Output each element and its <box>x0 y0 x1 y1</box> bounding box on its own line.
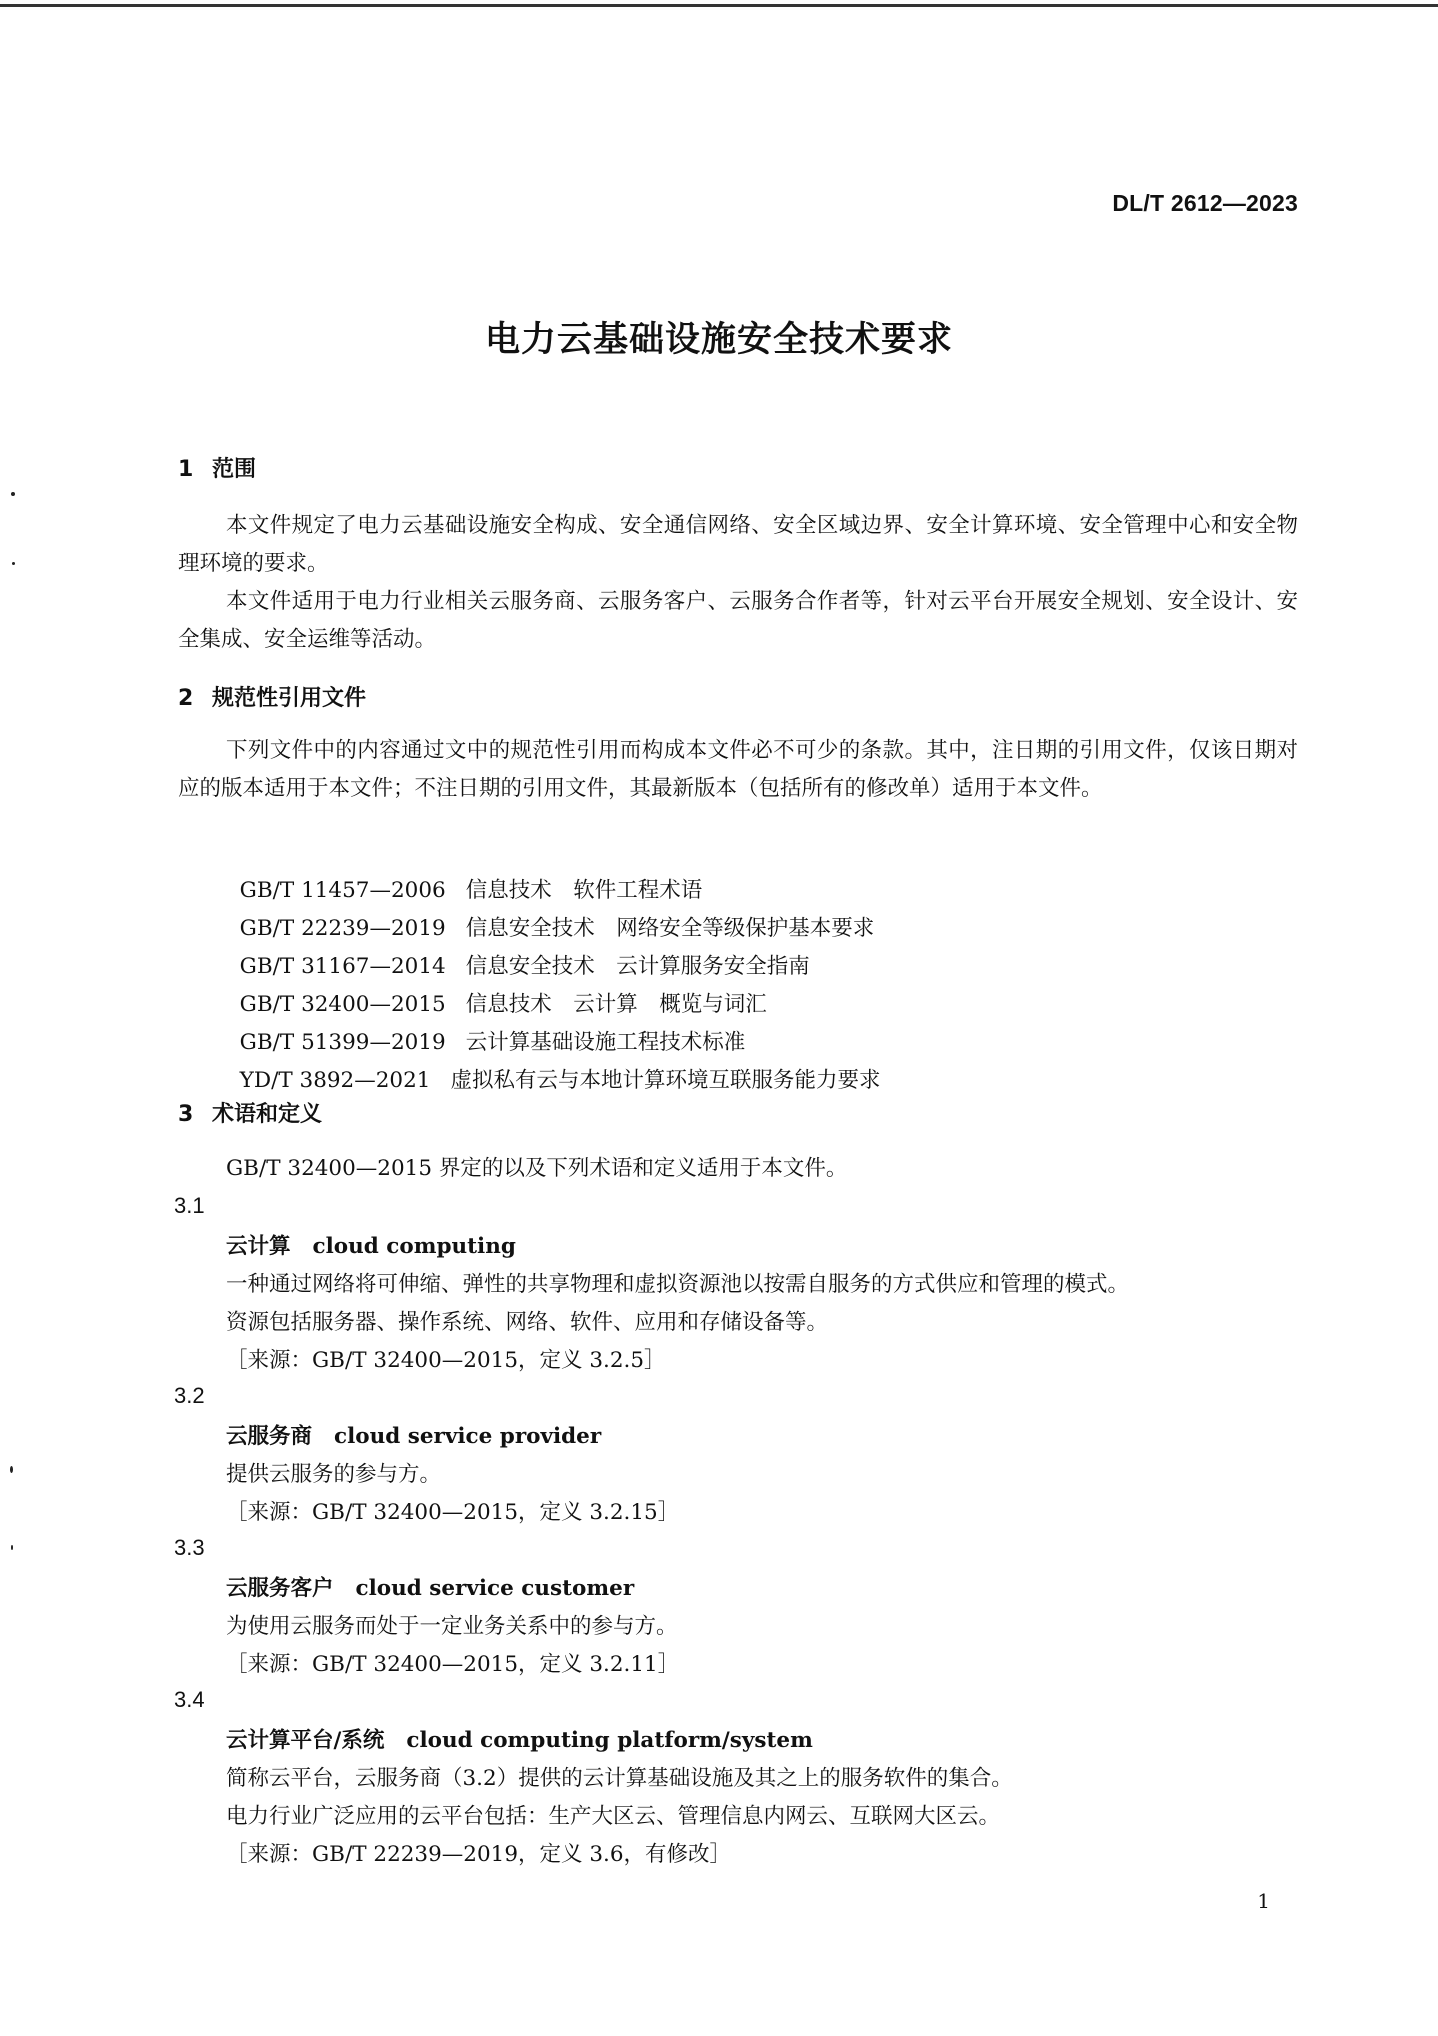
term-chinese: 云服务商 <box>226 1424 313 1449</box>
reference-code: GB/T 11457—2006 <box>239 878 446 903</box>
term-english: cloud computing <box>312 1234 516 1259</box>
term-english: cloud service customer <box>355 1576 635 1601</box>
term-number: 3.3 <box>174 1535 205 1560</box>
term-number: 3.4 <box>174 1687 205 1712</box>
section-number: 2 <box>178 686 194 711</box>
term-number: 3.2 <box>174 1383 205 1408</box>
paragraph: 本文件规定了电力云基础设施安全构成、安全通信网络、安全区域边界、安全计算环境、安全管理中心和安全物理环境的要求。 <box>178 513 1298 576</box>
paragraph: 本文件适用于电力行业相关云服务商、云服务客户、云服务合作者等，针对云平台开展安全规划、安全设计、安全集成、安全运维等活动。 <box>178 589 1298 652</box>
term-source: ［来源：GB/T 32400—2015，定义 3.2.11］ <box>226 1652 680 1677</box>
reference-code: GB/T 31167—2014 <box>239 954 446 979</box>
term-definition: 简称云平台，云服务商（3.2）提供的云计算基础设施及其之上的服务软件的集合。 <box>226 1766 1013 1791</box>
terms-intro: GB/T 32400—2015 界定的以及下列术语和定义适用于本文件。 <box>226 1156 848 1181</box>
scan-speck <box>11 1545 13 1550</box>
reference-code: GB/T 32400—2015 <box>239 992 446 1017</box>
section-number: 3 <box>178 1102 194 1127</box>
term-source: ［来源：GB/T 32400—2015，定义 3.2.15］ <box>226 1500 680 1525</box>
page-number: 1 <box>1257 1889 1270 1913</box>
section-number: 1 <box>178 457 194 482</box>
term-title <box>226 1419 601 1450</box>
term-source: ［来源：GB/T 22239—2019，定义 3.6，有修改］ <box>226 1842 732 1867</box>
term-english: cloud computing platform/system <box>406 1728 813 1753</box>
term-source: ［来源：GB/T 32400—2015，定义 3.2.5］ <box>226 1348 666 1373</box>
reference-name: 信息安全技术 云计算服务安全指南 <box>465 954 810 979</box>
scan-speck <box>12 562 15 565</box>
document-number: DL/T 2612—2023 <box>1112 190 1298 216</box>
term-chinese: 云计算平台/系统 <box>226 1728 385 1753</box>
term-number: 3.1 <box>174 1193 205 1218</box>
section-title: 范围 <box>212 457 257 482</box>
scan-speck <box>10 1466 13 1473</box>
term-definition: 一种通过网络将可伸缩、弹性的共享物理和虚拟资源池以按需自服务的方式供应和管理的模式。 <box>226 1272 1130 1297</box>
reference-name: 云计算基础设施工程技术标准 <box>465 1030 746 1055</box>
section-heading-normative-references <box>178 681 366 712</box>
reference-code: GB/T 22239—2019 <box>239 916 446 941</box>
reference-item <box>226 1038 880 1094</box>
term-title <box>226 1571 634 1602</box>
section-heading-terms-definitions <box>178 1097 322 1128</box>
page-title: 电力云基础设施安全技术要求 <box>484 320 953 360</box>
reference-code: GB/T 51399—2019 <box>239 1030 446 1055</box>
scan-speck <box>11 492 15 496</box>
term-definition: 提供云服务的参与方。 <box>226 1462 442 1487</box>
reference-name: 信息技术 软件工程术语 <box>465 878 703 903</box>
term-definition: 为使用云服务而处于一定业务关系中的参与方。 <box>226 1614 678 1639</box>
paragraph: 下列文件中的内容通过文中的规范性引用而构成本文件必不可少的条款。其中，注日期的引用文件，仅该日期对应的版本适用于本文件；不注日期的引用文件，其最新版本（包括所有的修改单）适用于本文件。 <box>178 738 1298 801</box>
reference-code: YD/T 3892—2021 <box>239 1068 431 1093</box>
term-note: 电力行业广泛应用的云平台包括：生产大区云、管理信息内网云、互联网大区云。 <box>226 1804 1001 1829</box>
reference-name: 信息安全技术 网络安全等级保护基本要求 <box>465 916 875 941</box>
reference-name: 虚拟私有云与本地计算环境互联服务能力要求 <box>450 1068 881 1093</box>
term-title <box>226 1229 516 1260</box>
reference-name: 信息技术 云计算 概览与词汇 <box>465 992 767 1017</box>
section-title: 规范性引用文件 <box>212 686 367 711</box>
term-title <box>226 1723 813 1754</box>
section-title: 术语和定义 <box>212 1102 323 1127</box>
term-english: cloud service provider <box>334 1424 602 1449</box>
top-border-rule <box>0 4 1438 7</box>
section-heading-scope <box>178 452 256 483</box>
term-chinese: 云服务客户 <box>226 1576 334 1601</box>
term-note: 资源包括服务器、操作系统、网络、软件、应用和存储设备等。 <box>226 1310 829 1335</box>
term-chinese: 云计算 <box>226 1234 291 1259</box>
